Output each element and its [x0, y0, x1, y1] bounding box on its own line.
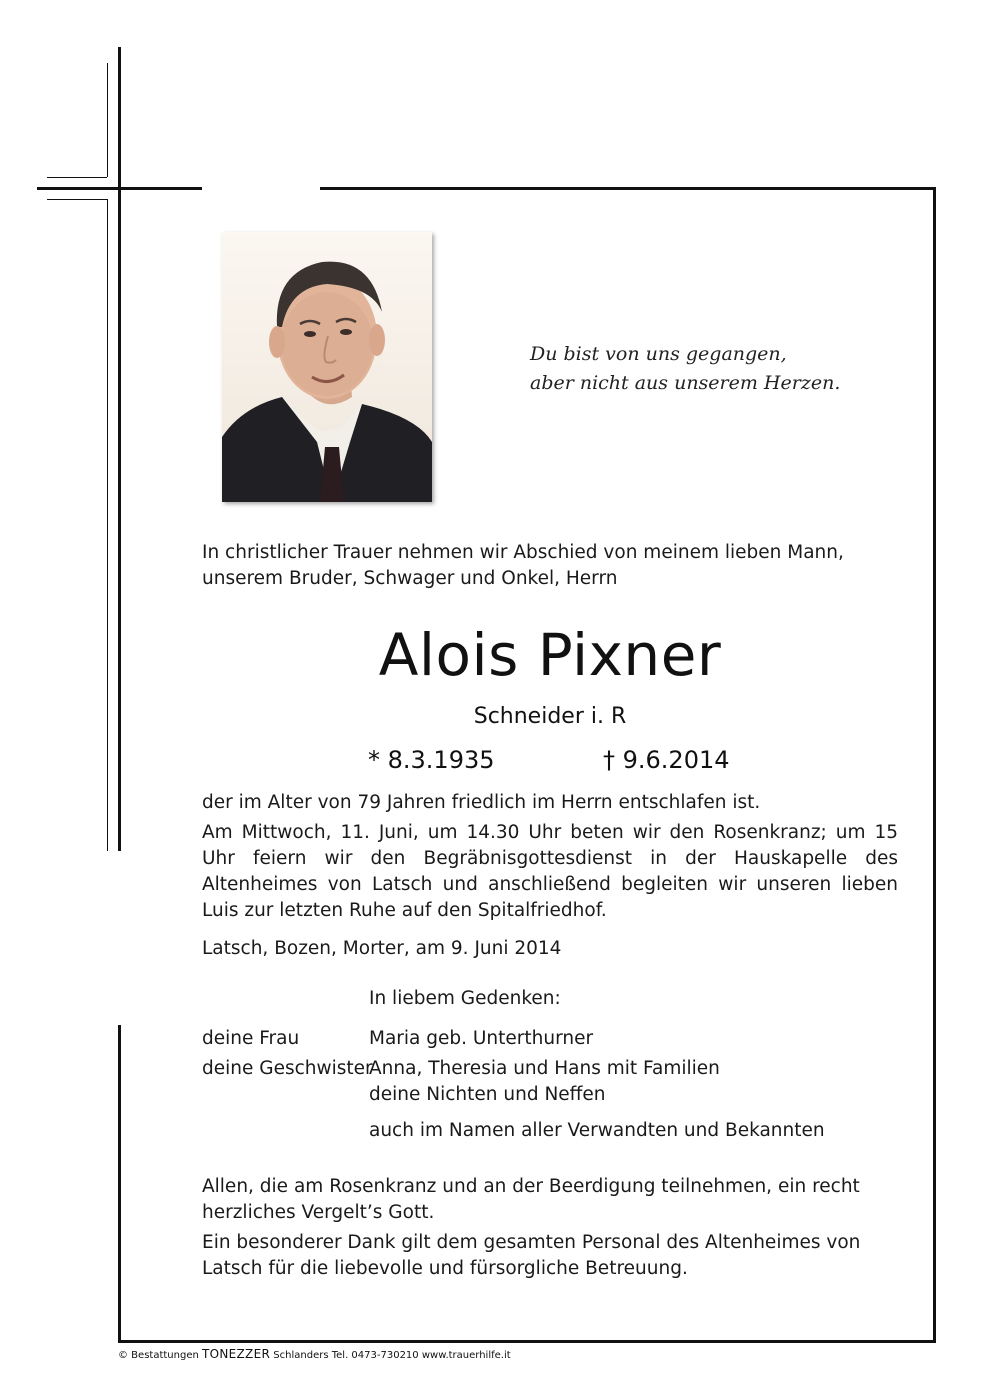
frame-left-lower: [118, 1025, 121, 1343]
cross-horizontal-bar: [37, 187, 202, 190]
footer-prefix: © Bestattungen: [118, 1350, 199, 1361]
thanks-paragraph-2: Ein besonderer Dank gilt dem gesamten Personal des Altenheimes von Latsch für die liebevolle und fürsorgliche Betreuung.: [202, 1232, 861, 1279]
birth-date: * 8.3.1935: [368, 746, 495, 774]
mourner-wife: Maria geb. Unterthurner: [369, 1028, 594, 1049]
portrait-icon: [222, 232, 432, 502]
death-note: der im Alter von 79 Jahren friedlich im Herrn entschlafen ist.: [202, 792, 761, 813]
deceased-occupation: Schneider i. R: [473, 704, 627, 729]
mourner-wife-label: deine Frau: [202, 1028, 300, 1049]
service-paragraph: Am Mittwoch, 11. Juni, um 14.30 Uhr beten wir den Rosenkranz; um 15 Uhr feiern wir den Begräbnisgottesdienst in der Hauskapelle des Altenheimes von Latsch und anschließend begleiten wir unseren lieben Luis zur letzten Ruhe auf den Spitalfriedhof.: [202, 822, 898, 921]
place-date: Latsch, Bozen, Morter, am 9. Juni 2014: [202, 938, 562, 959]
footer-brand: TONEZZER: [202, 1347, 271, 1361]
death-date: † 9.6.2014: [603, 746, 730, 774]
quote-line-2: aber nicht aus unserem Herzen.: [530, 372, 841, 394]
cross-shadow-vertical-lower: [107, 199, 108, 851]
intro-line-1: In christlicher Trauer nehmen wir Abschied von meinem lieben Mann,: [202, 542, 844, 563]
frame-right: [933, 187, 936, 1343]
intro-line-2: unserem Bruder, Schwager und Onkel, Herrn: [202, 568, 618, 589]
quote: [530, 340, 890, 398]
cross-vertical-bar: [118, 47, 121, 851]
thanks-paragraph-1: Allen, die am Rosenkranz und an der Beerdigung teilnehmen, ein recht herzliches Vergelt’s Gott.: [202, 1176, 860, 1223]
footer-imprint: [118, 1347, 511, 1363]
cross-shadow-horizontal-top: [47, 177, 107, 178]
portrait-photo: [222, 232, 432, 502]
frame-bottom: [118, 1340, 936, 1343]
mourner-all: auch im Namen aller Verwandten und Bekannten: [369, 1120, 825, 1141]
mourner-siblings-label: deine Geschwister: [202, 1058, 373, 1079]
mourners-heading: In liebem Gedenken:: [369, 988, 561, 1009]
deceased-name: Alois Pixner: [378, 621, 722, 689]
cross-shadow-vertical: [107, 63, 108, 177]
footer-details: Schlanders Tel. 0473-730210 www.trauerhilfe.it: [273, 1350, 511, 1361]
cross-shadow-horizontal-bottom: [47, 199, 107, 200]
intro-text: [202, 540, 902, 592]
mourner-nieces: deine Nichten und Neffen: [369, 1084, 606, 1105]
frame-top: [320, 187, 936, 190]
mourner-siblings: Anna, Theresia und Hans mit Familien: [369, 1058, 720, 1079]
quote-line-1: Du bist von uns gegangen,: [530, 343, 787, 365]
